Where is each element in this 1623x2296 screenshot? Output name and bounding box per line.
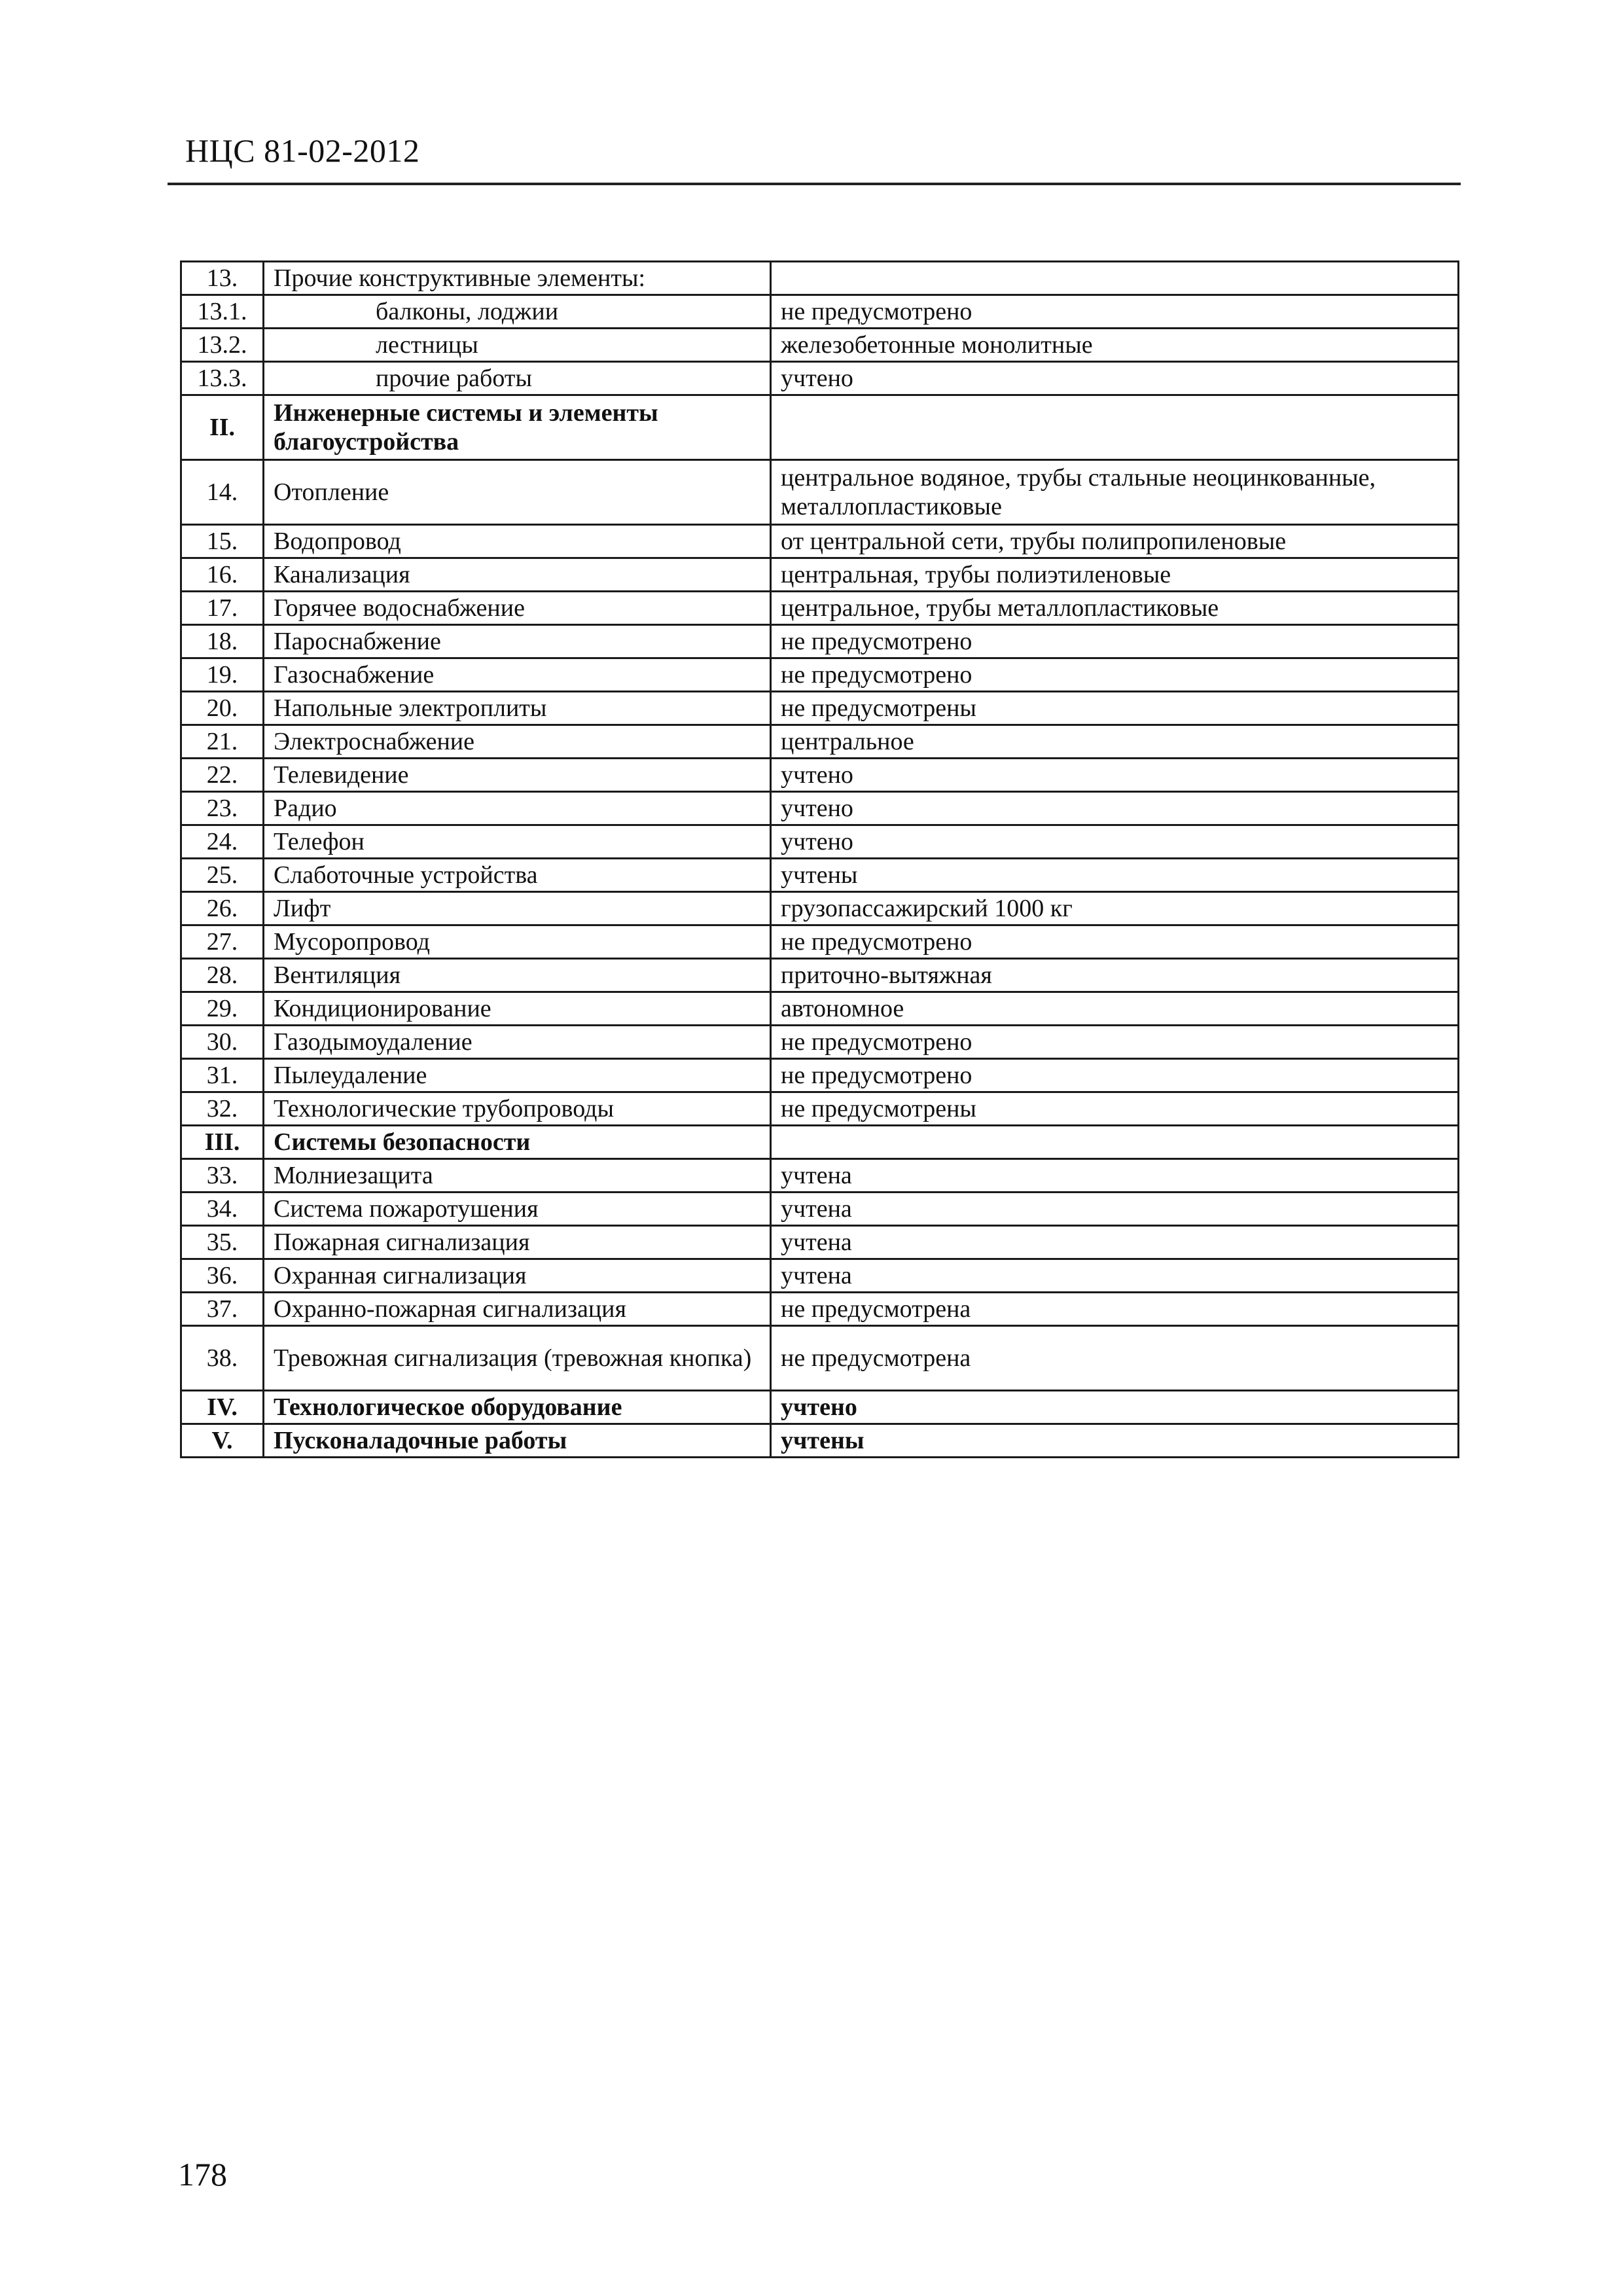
table-row bbox=[181, 1259, 1459, 1293]
row-number: 14. bbox=[181, 460, 264, 525]
row-name: Пусконаладочные работы bbox=[264, 1424, 771, 1458]
row-number: 17. bbox=[181, 592, 264, 625]
row-number: 23. bbox=[181, 792, 264, 825]
row-name: Вентиляция bbox=[264, 959, 771, 992]
table-row bbox=[181, 725, 1459, 759]
table-row bbox=[181, 1293, 1459, 1326]
row-value: учтена bbox=[771, 1159, 1459, 1193]
row-value: учтены bbox=[771, 1424, 1459, 1458]
table-row bbox=[181, 1193, 1459, 1226]
row-value bbox=[771, 1126, 1459, 1159]
row-name: прочие работы bbox=[264, 362, 771, 395]
row-name: Пожарная сигнализация bbox=[264, 1226, 771, 1259]
document-code: НЦС 81-02-2012 bbox=[185, 132, 420, 169]
row-name: Напольные электроплиты bbox=[264, 692, 771, 725]
row-name: Телефон bbox=[264, 825, 771, 859]
table-row bbox=[181, 262, 1459, 295]
row-name: Слаботочные устройства bbox=[264, 859, 771, 892]
table-row bbox=[181, 859, 1459, 892]
row-number: 20. bbox=[181, 692, 264, 725]
section-row bbox=[181, 1126, 1459, 1159]
row-value: учтено bbox=[771, 362, 1459, 395]
row-name: Тревожная сигнализация (тревожная кнопка) bbox=[264, 1326, 771, 1391]
row-value: учтено bbox=[771, 792, 1459, 825]
row-value: не предусмотрено bbox=[771, 625, 1459, 658]
row-number: 34. bbox=[181, 1193, 264, 1226]
row-value: не предусмотрена bbox=[771, 1293, 1459, 1326]
row-name: Мусоропровод bbox=[264, 925, 771, 959]
row-name: Канализация bbox=[264, 558, 771, 592]
row-number: 15. bbox=[181, 525, 264, 558]
row-number: 24. bbox=[181, 825, 264, 859]
row-value: центральное водяное, трубы стальные неоцинкованные, металлопластиковые bbox=[771, 460, 1459, 525]
table-row bbox=[181, 329, 1459, 362]
row-name: Охранно-пожарная сигнализация bbox=[264, 1293, 771, 1326]
row-value bbox=[771, 395, 1459, 460]
row-value: не предусмотрено bbox=[771, 925, 1459, 959]
row-number: III. bbox=[181, 1126, 264, 1159]
table-row bbox=[181, 295, 1459, 329]
row-value: учтена bbox=[771, 1226, 1459, 1259]
table-row bbox=[181, 692, 1459, 725]
row-name: Технологическое оборудование bbox=[264, 1391, 771, 1424]
row-name: Радио bbox=[264, 792, 771, 825]
section-row bbox=[181, 1391, 1459, 1424]
table-row bbox=[181, 759, 1459, 792]
table-row bbox=[181, 1059, 1459, 1092]
row-name: Лифт bbox=[264, 892, 771, 925]
row-number: 28. bbox=[181, 959, 264, 992]
table-row bbox=[181, 592, 1459, 625]
row-number: 29. bbox=[181, 992, 264, 1026]
table-row bbox=[181, 460, 1459, 525]
row-number: V. bbox=[181, 1424, 264, 1458]
row-number: 16. bbox=[181, 558, 264, 592]
row-value: от центральной сети, трубы полипропиленовые bbox=[771, 525, 1459, 558]
row-name: Системы безопасности bbox=[264, 1126, 771, 1159]
row-number: 26. bbox=[181, 892, 264, 925]
row-value: не предусмотрено bbox=[771, 295, 1459, 329]
specification-table bbox=[180, 260, 1459, 1458]
row-name: Инженерные системы и элементы благоустройства bbox=[264, 395, 771, 460]
section-row bbox=[181, 1424, 1459, 1458]
row-number: 19. bbox=[181, 658, 264, 692]
table-row bbox=[181, 792, 1459, 825]
table-row bbox=[181, 959, 1459, 992]
row-name: Телевидение bbox=[264, 759, 771, 792]
row-number: 31. bbox=[181, 1059, 264, 1092]
table-row bbox=[181, 1026, 1459, 1059]
row-name: Технологические трубопроводы bbox=[264, 1092, 771, 1126]
row-number: 18. bbox=[181, 625, 264, 658]
row-number: 27. bbox=[181, 925, 264, 959]
row-value: не предусмотрена bbox=[771, 1326, 1459, 1391]
row-name: Газоснабжение bbox=[264, 658, 771, 692]
section-row bbox=[181, 395, 1459, 460]
row-value: не предусмотрено bbox=[771, 658, 1459, 692]
row-value: железобетонные монолитные bbox=[771, 329, 1459, 362]
row-name: Горячее водоснабжение bbox=[264, 592, 771, 625]
row-value: учтено bbox=[771, 759, 1459, 792]
table-row bbox=[181, 362, 1459, 395]
row-name: Пылеудаление bbox=[264, 1059, 771, 1092]
row-value: не предусмотрены bbox=[771, 692, 1459, 725]
table-row bbox=[181, 892, 1459, 925]
table-row bbox=[181, 525, 1459, 558]
row-name: Прочие конструктивные элементы: bbox=[264, 262, 771, 295]
row-number: 13.1. bbox=[181, 295, 264, 329]
row-value: центральное bbox=[771, 725, 1459, 759]
row-value: учтено bbox=[771, 825, 1459, 859]
table-row bbox=[181, 1092, 1459, 1126]
row-number: 36. bbox=[181, 1259, 264, 1293]
row-number: 32. bbox=[181, 1092, 264, 1126]
row-value: не предусмотрены bbox=[771, 1092, 1459, 1126]
row-value: не предусмотрено bbox=[771, 1059, 1459, 1092]
header-rule bbox=[168, 183, 1461, 185]
row-value: грузопассажирский 1000 кг bbox=[771, 892, 1459, 925]
row-value: не предусмотрено bbox=[771, 1026, 1459, 1059]
table-row bbox=[181, 658, 1459, 692]
specification-table-body bbox=[181, 262, 1459, 1458]
row-value: центральная, трубы полиэтиленовые bbox=[771, 558, 1459, 592]
row-number: 13.3. bbox=[181, 362, 264, 395]
row-name: Водопровод bbox=[264, 525, 771, 558]
row-number: 25. bbox=[181, 859, 264, 892]
row-number: 33. bbox=[181, 1159, 264, 1193]
row-number: IV. bbox=[181, 1391, 264, 1424]
table-row bbox=[181, 825, 1459, 859]
row-value: автономное bbox=[771, 992, 1459, 1026]
row-value: учтена bbox=[771, 1259, 1459, 1293]
table-row bbox=[181, 558, 1459, 592]
page-number: 178 bbox=[178, 2156, 227, 2193]
row-name: Отопление bbox=[264, 460, 771, 525]
row-number: 21. bbox=[181, 725, 264, 759]
row-value: приточно-вытяжная bbox=[771, 959, 1459, 992]
table-row bbox=[181, 992, 1459, 1026]
row-name: Пароснабжение bbox=[264, 625, 771, 658]
row-number: 13.2. bbox=[181, 329, 264, 362]
row-name: лестницы bbox=[264, 329, 771, 362]
row-value: учтены bbox=[771, 859, 1459, 892]
row-name: Система пожаротушения bbox=[264, 1193, 771, 1226]
table-row bbox=[181, 925, 1459, 959]
table-row bbox=[181, 1326, 1459, 1391]
row-value bbox=[771, 262, 1459, 295]
row-name: Газодымоудаление bbox=[264, 1026, 771, 1059]
row-number: 30. bbox=[181, 1026, 264, 1059]
row-number: 37. bbox=[181, 1293, 264, 1326]
table-row bbox=[181, 1226, 1459, 1259]
row-name: Молниезащита bbox=[264, 1159, 771, 1193]
row-value: учтена bbox=[771, 1193, 1459, 1226]
row-name: Охранная сигнализация bbox=[264, 1259, 771, 1293]
row-number: 38. bbox=[181, 1326, 264, 1391]
row-number: II. bbox=[181, 395, 264, 460]
row-number: 22. bbox=[181, 759, 264, 792]
table-row bbox=[181, 625, 1459, 658]
row-name: Кондиционирование bbox=[264, 992, 771, 1026]
row-name: балконы, лоджии bbox=[264, 295, 771, 329]
row-number: 35. bbox=[181, 1226, 264, 1259]
table-row bbox=[181, 1159, 1459, 1193]
row-name: Электроснабжение bbox=[264, 725, 771, 759]
row-value: учтено bbox=[771, 1391, 1459, 1424]
row-value: центральное, трубы металлопластиковые bbox=[771, 592, 1459, 625]
row-number: 13. bbox=[181, 262, 264, 295]
